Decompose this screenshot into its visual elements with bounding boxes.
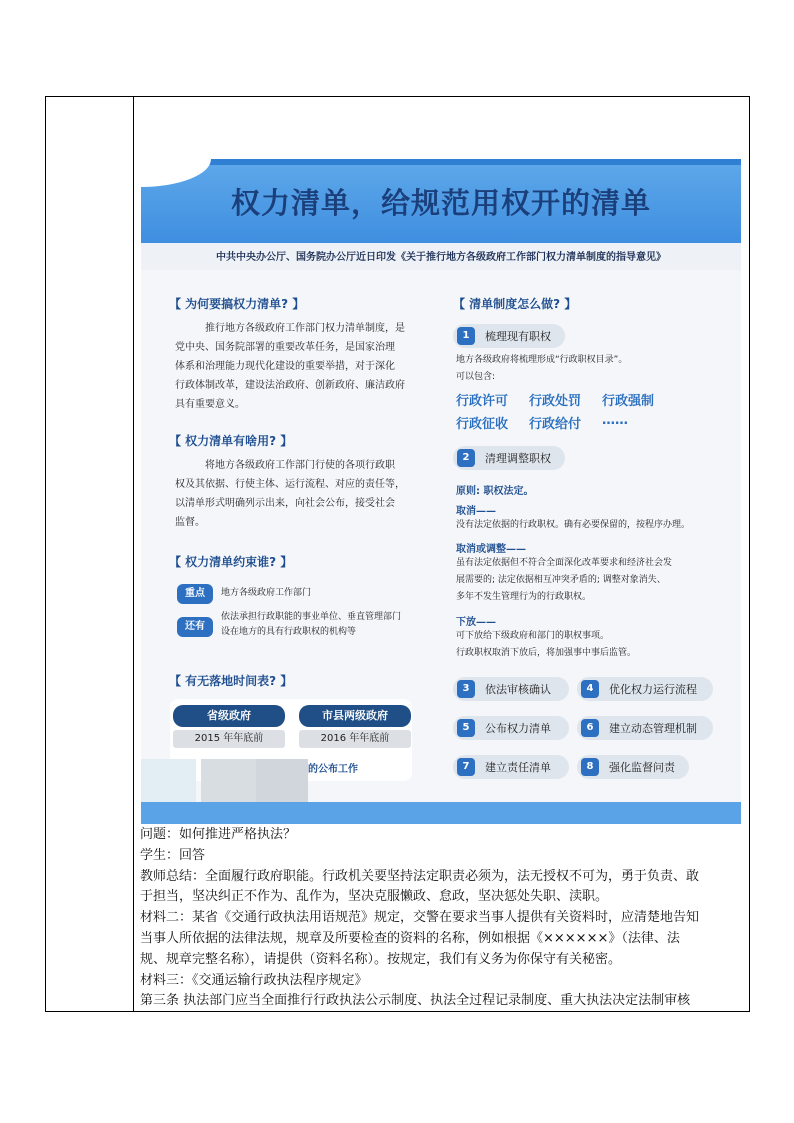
step-number: 8 <box>581 758 599 776</box>
step-label: 公布权力清单 <box>485 722 551 735</box>
student-line: 学生：回答 <box>140 847 206 863</box>
time-heading: 【 有无落地时间表? 】 <box>169 674 293 688</box>
step1-text <box>456 352 627 386</box>
power-item: 行政征收 <box>456 417 509 432</box>
step-label: 建立动态管理机制 <box>609 722 697 735</box>
down-text <box>456 628 636 662</box>
title-banner <box>141 159 741 243</box>
why-text <box>175 319 405 414</box>
step-label: 强化监督问责 <box>609 761 675 774</box>
step-1 <box>453 324 565 348</box>
step-5 <box>453 716 569 740</box>
down-line: 行政职权取消下放后，将加强事中事后监管。 <box>456 648 637 658</box>
step-number: 4 <box>581 680 599 698</box>
why-line: 体系和治理能力现代化建设的重要举措，对于深化 <box>175 361 395 372</box>
step-2 <box>453 446 565 470</box>
step-number: 6 <box>581 719 599 737</box>
power-item: …… <box>602 413 628 428</box>
use-line: 监督。 <box>175 517 205 528</box>
table-column-divider <box>133 96 134 1012</box>
step-4 <box>577 677 713 701</box>
question-line: 问题：如何推进严格执法？ <box>140 827 297 842</box>
infographic-title: 权力清单，给规范用权开的清单 <box>230 186 651 220</box>
adjust-heading: 取消或调整—— <box>456 544 526 555</box>
how-heading: 【 清单制度怎么做? 】 <box>453 297 577 311</box>
also-text <box>221 610 401 640</box>
use-heading: 【 权力清单有啥用? 】 <box>169 434 293 448</box>
down-line: 可下放给下级政府和部门的职权事项。 <box>456 631 610 641</box>
use-line: 以清单形式明确列示出来，向社会公布，接受社会 <box>175 498 395 509</box>
banner-top-edge <box>141 159 741 165</box>
step1-line: 可以包含: <box>456 372 496 382</box>
power-item: 行政处罚 <box>529 394 582 409</box>
why-heading: 【 为何要搞权力清单? 】 <box>169 297 305 311</box>
who-heading: 【 权力清单约束谁? 】 <box>169 555 293 569</box>
adjust-line: 展需要的; 法定依据相互冲突矛盾的; 调整对象消失、 <box>456 575 666 585</box>
step-3 <box>453 677 569 701</box>
step-number: 1 <box>457 327 475 345</box>
use-line: 权及其依据、行使主体、运行流程、对应的责任等， <box>175 479 405 490</box>
step-number: 3 <box>457 680 475 698</box>
summary-line: 教师总结：全面履行政府职能。行政机关要坚持法定职责必须为，法无授权不可为，勇于负责、敢 <box>140 868 700 884</box>
use-line: 将地方各级政府工作部门行使的各项行政职 <box>205 460 395 471</box>
step-8 <box>577 755 689 779</box>
power-item: 行政强制 <box>602 394 655 409</box>
principle: 原则: 职权法定。 <box>456 486 534 497</box>
also-pill: 还有 <box>177 617 213 637</box>
also-line: 依法承担行政职能的事业单位、垂直管理部门 <box>221 612 402 622</box>
province-date: 2015 年年底前 <box>173 730 285 748</box>
cancel-text: 没有法定依据的行政职权。确有必要保留的，按程序办理。 <box>456 520 691 530</box>
step-label: 梳理现有职权 <box>485 330 551 343</box>
step-6 <box>577 716 713 740</box>
why-line: 党中央、国务院部署的重要改革任务，是国家治理 <box>175 342 395 353</box>
key-pill: 重点 <box>177 584 213 604</box>
blurred-area <box>141 759 196 804</box>
power-item: 行政许可 <box>456 394 509 409</box>
city-date: 2016 年年底前 <box>299 730 411 748</box>
key-text: 地方各级政府工作部门 <box>221 588 312 598</box>
infographic-subtitle: 中共中央办公厅、国务院办公厅近日印发《关于推行地方各级政府工作部门权力清单制度的指导意见》 <box>216 252 666 263</box>
body-text <box>140 825 746 1012</box>
step-number: 7 <box>457 758 475 776</box>
step-number: 5 <box>457 719 475 737</box>
bottom-bar <box>141 802 741 824</box>
step-7 <box>453 755 569 779</box>
blurred-area <box>256 759 308 804</box>
step-label: 建立责任清单 <box>485 761 551 774</box>
why-line: 行政体制改革，建设法治政府、创新政府、廉洁政府 <box>175 380 405 391</box>
power-item: 行政给付 <box>529 417 582 432</box>
blurred-area <box>201 759 256 804</box>
city-label: 市县两级政府 <box>299 705 411 727</box>
down-heading: 下放—— <box>456 617 496 628</box>
summary-line: 于担当，坚决纠正不作为、乱作为，坚决克服懒政、怠政，坚决惩处失职、渎职。 <box>140 889 609 905</box>
use-text <box>175 456 405 532</box>
why-line: 推行地方各级政府工作部门权力清单制度，是 <box>205 323 405 334</box>
step1-line: 地方各级政府将梳理形成“行政职权目录”。 <box>456 355 628 365</box>
step-number: 2 <box>457 449 475 467</box>
article-three-line: 第三条 执法部门应当全面推行行政执法公示制度、执法全过程记录制度、重大执法决定法制审核 <box>140 993 691 1009</box>
material-two-line: 规、规章完整名称），请提供（资料名称）。按规定，我们有义务为你保守有关秘密。 <box>140 951 622 967</box>
also-line: 设在地方的具有行政职权的机构等 <box>221 627 357 637</box>
adjust-line: 虽有法定依据但不符合全面深化改革要求和经济社会发 <box>456 558 673 568</box>
material-two-line: 材料二：某省《交通行政执法用语规范》规定，交警在要求当事人提供有关资料时，应清楚地告知 <box>140 910 700 926</box>
cancel-heading: 取消—— <box>456 506 496 517</box>
step-label: 清理调整职权 <box>485 452 551 465</box>
why-line: 具有重要意义。 <box>175 399 245 410</box>
province-label: 省级政府 <box>173 705 285 727</box>
adjust-text <box>456 555 672 606</box>
infographic <box>141 159 741 824</box>
publish-text: 的公布工作 <box>308 764 358 775</box>
adjust-line: 多年不发生管理行为的行政职权。 <box>456 592 592 602</box>
step-label: 依法审核确认 <box>485 683 551 696</box>
material-two-line: 当事人所依据的法律法规，规章及所要检查的资料的名称，例如根据《××××××》（法律、法 <box>140 930 680 946</box>
material-three-line: 材料三：《交通运输行政执法程序规定》 <box>140 972 368 988</box>
step-label: 优化权力运行流程 <box>609 683 697 696</box>
